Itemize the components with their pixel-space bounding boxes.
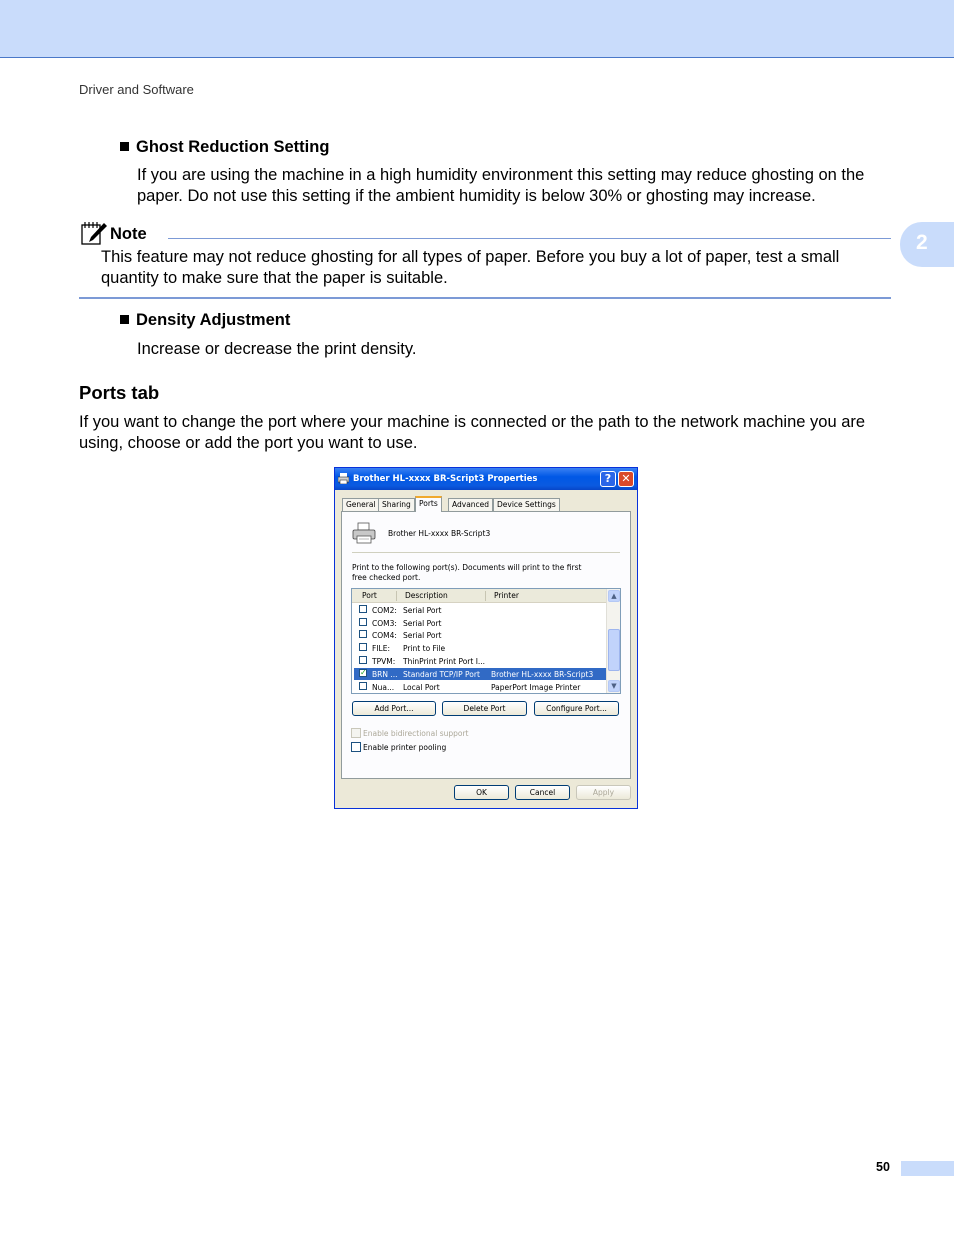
scroll-down-icon[interactable]: ▼ xyxy=(608,680,620,692)
help-button[interactable]: ? xyxy=(600,471,616,487)
port-checkbox[interactable] xyxy=(359,630,367,638)
column-port[interactable]: Port xyxy=(362,591,377,600)
tab-ports[interactable]: Ports xyxy=(415,496,442,512)
port-checkbox[interactable] xyxy=(359,605,367,613)
properties-dialog xyxy=(334,467,638,809)
footer-bar xyxy=(901,1161,954,1176)
note-top-rule xyxy=(168,238,891,239)
density-body: Increase or decrease the print density. xyxy=(137,340,417,358)
port-row[interactable]: COM2: Serial Port xyxy=(354,604,606,616)
port-row[interactable]: COM3: Serial Port xyxy=(354,617,606,629)
bidirectional-checkbox xyxy=(351,728,361,738)
port-checkbox-checked[interactable]: ✓ xyxy=(360,668,367,677)
port-checkbox[interactable] xyxy=(359,618,367,626)
section-title: Ports tab xyxy=(79,382,160,403)
vertical-scrollbar[interactable] xyxy=(606,589,620,693)
bullet-square-icon xyxy=(120,142,129,151)
column-printer[interactable]: Printer xyxy=(494,591,519,600)
apply-button: Apply xyxy=(576,785,631,800)
note-pencil-icon xyxy=(80,220,108,246)
note-body: This feature may not reduce ghosting for all types of paper. Before you buy a lot of paper, test a small quantity to make sure that the paper is suitable. xyxy=(101,248,840,287)
add-port-button[interactable]: Add Port... xyxy=(352,701,436,716)
note-label: Note xyxy=(110,225,147,243)
tab-advanced[interactable]: Advanced xyxy=(448,498,493,511)
port-instruction: Print to the following port(s). Documents will print to the first free checked port. xyxy=(352,563,582,582)
ok-button[interactable]: OK xyxy=(454,785,509,800)
printer-name: Brother HL-xxxx BR-Script3 xyxy=(388,529,491,538)
printer-icon xyxy=(338,473,349,484)
column-separator[interactable] xyxy=(485,591,486,601)
ports-intro: If you want to change the port where your machine is connected or the path to the network machine you are using, choose or add the port you want to use. xyxy=(79,413,866,452)
delete-port-button[interactable]: Delete Port xyxy=(442,701,527,716)
port-checkbox[interactable] xyxy=(359,656,367,664)
column-separator[interactable] xyxy=(396,591,397,601)
pooling-label[interactable]: Enable printer pooling xyxy=(363,743,447,752)
cancel-button[interactable]: Cancel xyxy=(515,785,570,800)
port-row-selected[interactable]: ✓ BRN ... Standard TCP/IP Port Brother HL-xxxx BR-Script3 xyxy=(354,668,606,680)
close-button[interactable]: ✕ xyxy=(618,471,634,487)
note-bottom-rule xyxy=(79,297,891,299)
printer-icon xyxy=(352,522,376,544)
port-list[interactable] xyxy=(351,588,621,694)
ghost-heading: Ghost Reduction Setting xyxy=(120,138,329,157)
density-heading: Density Adjustment xyxy=(120,311,290,330)
tab-device-settings[interactable]: Device Settings xyxy=(493,498,560,511)
port-checkbox[interactable] xyxy=(359,643,367,651)
page-number: 50 xyxy=(876,1160,890,1174)
pooling-checkbox[interactable] xyxy=(351,742,361,752)
bidirectional-label: Enable bidirectional support xyxy=(363,729,469,738)
port-row[interactable]: COM4: Serial Port xyxy=(354,629,606,641)
bullet-square-icon xyxy=(120,315,129,324)
port-row[interactable]: Nua... Local Port PaperPort Image Printer xyxy=(354,681,606,693)
scroll-up-icon[interactable]: ▲ xyxy=(608,590,620,602)
port-checkbox[interactable] xyxy=(359,682,367,690)
configure-port-button[interactable]: Configure Port... xyxy=(534,701,619,716)
port-row[interactable]: TPVM: ThinPrint Print Port I... xyxy=(354,655,606,667)
scroll-thumb[interactable] xyxy=(608,629,620,671)
divider xyxy=(352,552,620,553)
port-list-header xyxy=(352,589,606,603)
ghost-body: If you are using the machine in a high humidity environment this setting may reduce ghosting on the paper. Do not use this setting if the ambient humidity is below 30% or ghosting may increase. xyxy=(137,166,865,205)
tab-sharing[interactable]: Sharing xyxy=(378,498,415,511)
breadcrumb: Driver and Software xyxy=(79,82,194,97)
port-row[interactable]: FILE: Print to File xyxy=(354,642,606,654)
chapter-tab xyxy=(900,222,954,267)
dialog-title: Brother HL-xxxx BR-Script3 Properties xyxy=(353,474,538,484)
header-band xyxy=(0,0,954,58)
chapter-number: 2 xyxy=(916,231,928,254)
ports-panel xyxy=(341,511,631,779)
dialog-titlebar[interactable] xyxy=(335,468,637,490)
tab-general[interactable]: General xyxy=(342,498,380,511)
column-description[interactable]: Description xyxy=(405,591,448,600)
